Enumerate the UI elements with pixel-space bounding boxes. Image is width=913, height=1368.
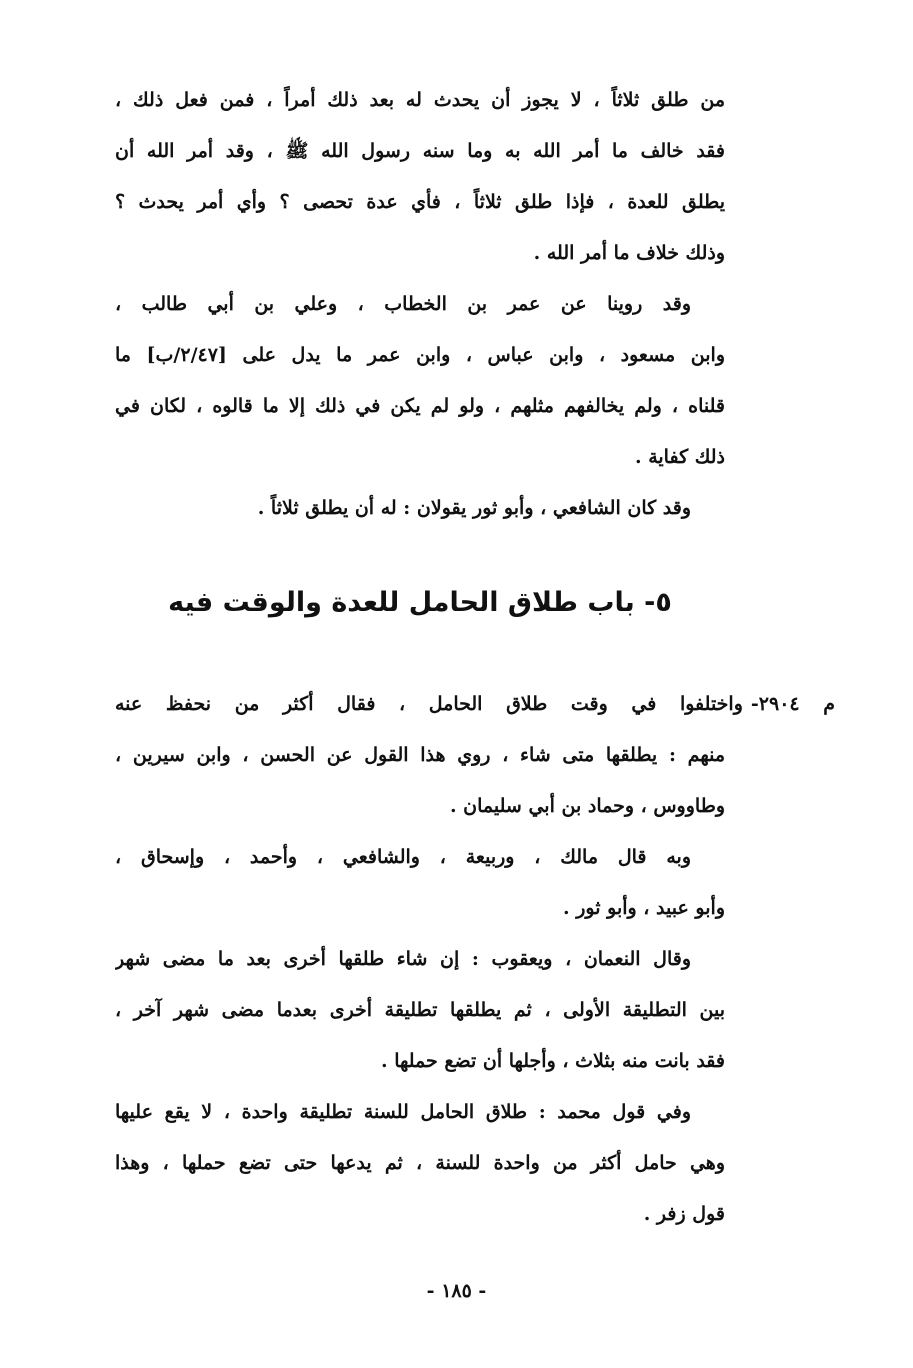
page-number: - ١٨٥ - — [426, 1280, 487, 1302]
text-line: وأبو عبيد ، وأبو ثور . — [563, 897, 725, 919]
text-line: وهي حامل أكثر من واحدة للسنة ، ثم يدعها حتى تضع حملها ، وهذا — [115, 1152, 725, 1174]
text-line: وبه قال مالك ، وربيعة ، والشافعي ، وأحمد ، وإسحاق ، — [115, 846, 691, 868]
text-line: قلناه ، ولم يخالفهم مثلهم ، ولو لم يكن في ذلك إلا ما قالوه ، لكان في — [115, 395, 725, 417]
top-text-block — [115, 75, 725, 534]
text-line: وقال النعمان ، ويعقوب : إن شاء طلقها أخرى بعد ما مضى شهر — [115, 948, 691, 970]
section-heading: ٥- باب طلاق الحامل للعدة والوقت فيه — [168, 587, 672, 618]
text-line: واختلفوا في وقت طلاق الحامل ، فقال أكثر من نحفظ عنه — [115, 693, 743, 715]
text-line: فقد بانت منه بثلاث ، وأجلها أن تضع حملها . — [380, 1050, 725, 1072]
text-line: وابن مسعود ، وابن عباس ، وابن عمر ما يدل على [٢/٤٧/ب] ما — [115, 344, 725, 366]
text-line: قول زفر . — [643, 1203, 725, 1225]
text-line: وطاووس ، وحماد بن أبي سليمان . — [449, 795, 725, 817]
text-line: وفي قول محمد : طلاق الحامل للسنة تطليقة واحدة ، لا يقع عليها — [115, 1101, 691, 1123]
text-line: من طلق ثلاثاً ، لا يجوز أن يحدث له بعد ذلك أمراً ، فمن فعل ذلك ، — [115, 89, 725, 111]
text-line: فقد خالف ما أمر الله به وما سنه رسول الله ﷺ ، وقد أمر الله أن — [115, 140, 725, 162]
text-line: وقد كان الشافعي ، وأبو ثور يقولان : له أن يطلق ثلاثاً . — [257, 497, 691, 519]
text-line: يطلق للعدة ، فإذا طلق ثلاثاً ، فأي عدة تحصى ؟ وأي أمر يحدث ؟ — [115, 191, 725, 213]
entry-first-line — [115, 679, 835, 730]
text-line: ذلك كفاية . — [634, 446, 725, 468]
text-line: بين التطليقة الأولى ، ثم يطلقها تطليقة أخرى بعدما مضى شهر آخر ، — [115, 999, 725, 1021]
text-line: وذلك خلاف ما أمر الله . — [533, 242, 725, 264]
text-line: وقد روينا عن عمر بن الخطاب ، وعلي بن أبي طالب ، — [115, 293, 691, 315]
bottom-text-block — [115, 679, 835, 1240]
text-line: منهم : يطلقها متى شاء ، روي هذا القول عن الحسن ، وابن سيرين ، — [115, 744, 725, 766]
entry-number: م ٢٩٠٤- — [750, 693, 835, 715]
